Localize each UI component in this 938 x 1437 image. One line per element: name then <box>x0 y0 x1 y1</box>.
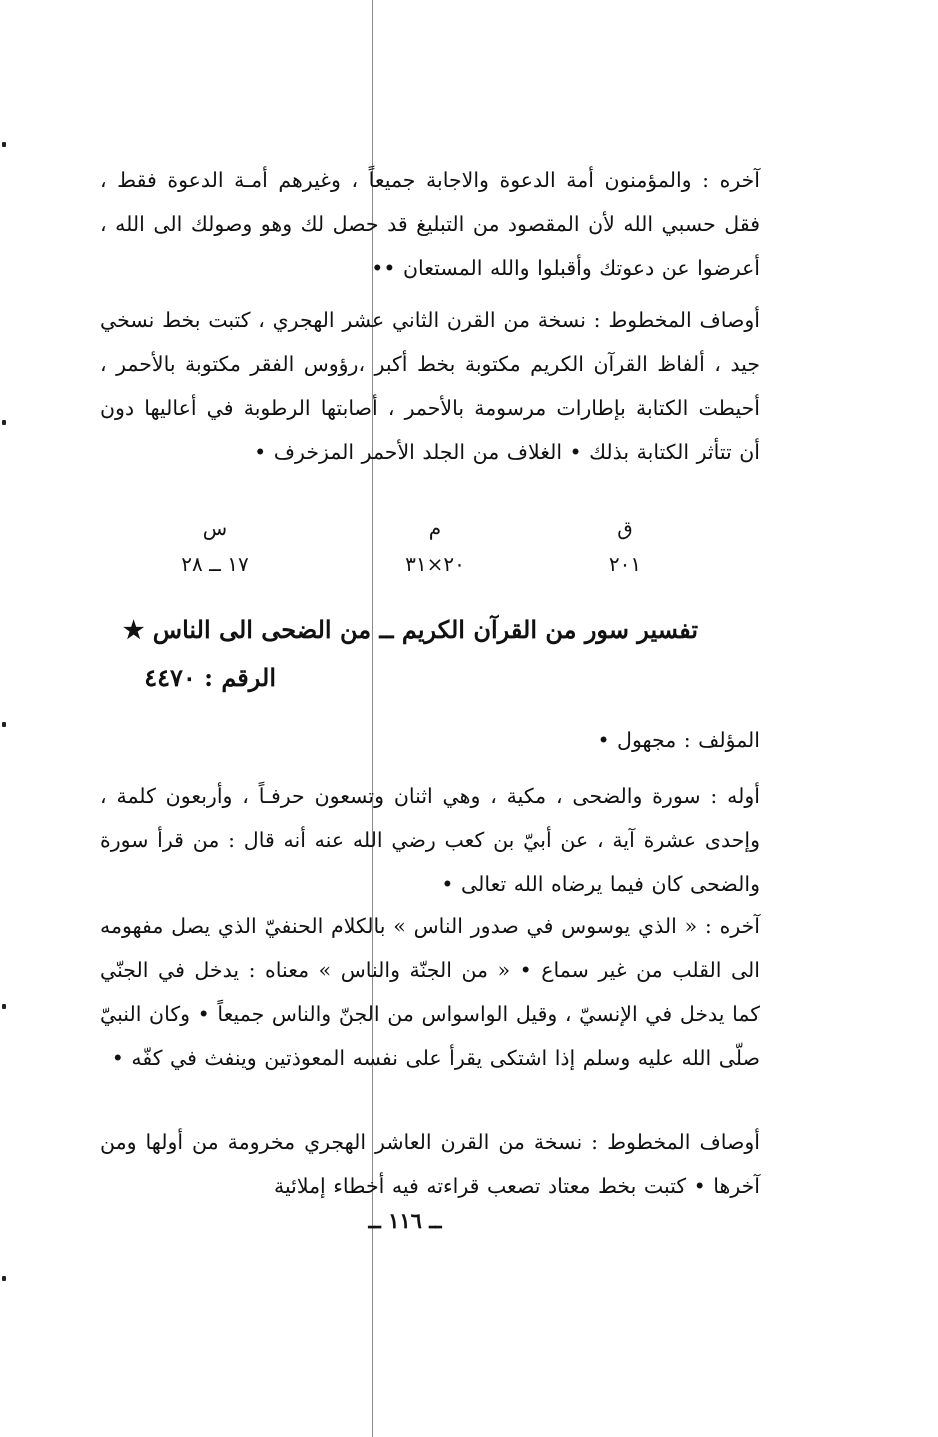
entry2-beginning-block <box>100 774 760 906</box>
entry2-author-block <box>100 718 760 762</box>
lines-cell <box>150 510 280 582</box>
lines-value: ١٧ ــ ٢٨ <box>181 552 249 576</box>
entry2-author: المؤلف : مجهول • <box>597 728 760 752</box>
entry1-description-block <box>100 298 760 474</box>
margin-speck <box>2 142 6 147</box>
entry2-description-paragraph: أوصاف المخطوط : نسخة من القرن العاشر الهجري مخرومة من أولها ومن آخرها • كتبت بخط معتاد تصعب قراءته فيه أخطاء إملائية <box>100 1130 760 1198</box>
entry2-catalog-number: الرقم : ٤٤٧٠ <box>144 663 276 692</box>
folios-cell <box>560 510 690 582</box>
lines-label: س <box>202 516 228 540</box>
entry2-ending-paragraph: آخره : « الذي يوسوس في صدور الناس » بالكلام الحنفيّ الذي يصل مفهومه الى القلب من غير سماع • « من الجنّة والناس » معناه : يدخل في الجنّي كما يدخل في الإنسيّ ، وقيل الواسواس من الجنّ والناس جميعاً • وكان النبيّ صلّى الله عليه وسلم إذا اشتكى يقرأ على نفسه المعوذتين وينفث في كفّه • <box>100 914 760 1070</box>
entry1-ending-paragraph: آخره : والمؤمنون أمة الدعوة والاجابة جميعاً ، وغيرهم أمـة الدعوة فقط ، فقل حسبي الله لأن المقصود من التبليغ قد حصل لك وهو وصولك الى الله ، أعرضوا عن دعوتك وأقبلوا والله المستعان •• <box>100 168 760 280</box>
page-number: ــ ١١٦ ــ <box>368 1208 442 1233</box>
entry2-beginning-paragraph: أوله : سورة والضحى ، مكية ، وهي اثنان وتسعون حرفـاً ، وأربعون كلمة ، وإحدى عشرة آية ، عن أبيّ بن كعب رضي الله عنه أنه قال : من قرأ سورة والضحى كان فيما يرضاه الله تعالى • <box>100 784 760 896</box>
entry2-description-block <box>100 1120 760 1208</box>
dimensions-value: ٢٠×٣١ <box>405 552 465 576</box>
dimensions-label: م <box>428 516 442 540</box>
margin-speck <box>2 1276 6 1281</box>
entry2-ending-block <box>100 904 760 1080</box>
folios-value: ٢٠١ <box>608 552 642 576</box>
entry2-title: تفسير سور من القرآن الكريم ــ من الضحى الى الناس ★ <box>122 615 698 644</box>
entry1-ending-block <box>100 158 760 290</box>
margin-speck <box>2 722 6 727</box>
entry1-metadata-row <box>170 510 690 590</box>
margin-speck <box>2 420 6 425</box>
entry1-description-paragraph: أوصاف المخطوط : نسخة من القرن الثاني عشر الهجري ، كتبت بخط نسخي جيد ، ألفاظ القرآن الكريم مكتوبة بخط أكبر ،رؤوس الفقر مكتوبة بالأحمر ، أحيطت الكتابة بإطارات مرسومة بالأحمر ، أصابتها الرطوبة في أعاليها دون أن تتأثر الكتابة بذلك • الغلاف من الجلد الأحمر المزخرف • <box>100 308 760 464</box>
margin-speck <box>2 1004 6 1009</box>
folios-label: ق <box>617 516 633 540</box>
dimensions-cell <box>370 510 500 582</box>
